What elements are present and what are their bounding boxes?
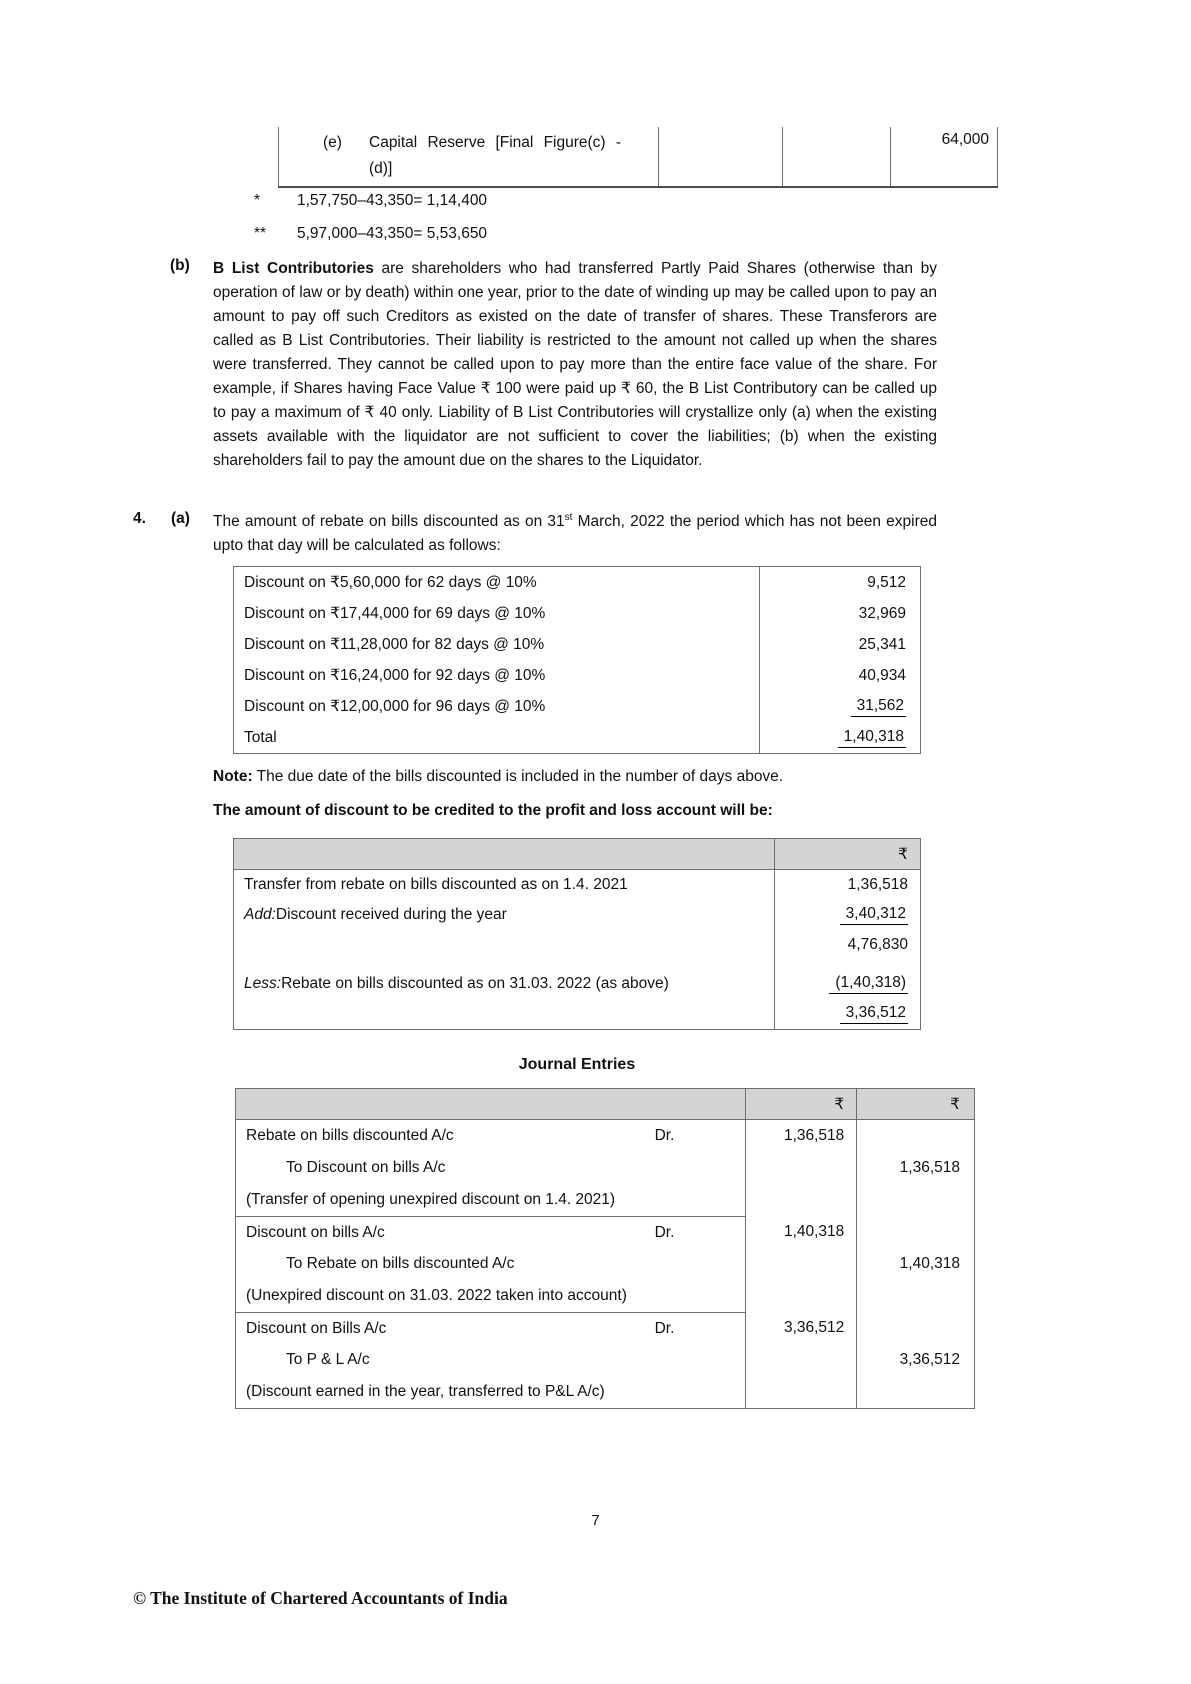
journal-line — [236, 1216, 974, 1248]
row-amount — [759, 722, 920, 753]
footnote-double-asterisk — [254, 225, 954, 243]
page-number: 7 — [591, 1512, 600, 1529]
discount-heading: The amount of discount to be credited to the profit and loss account will be: — [213, 802, 773, 819]
row-amount — [759, 660, 920, 691]
row-amount — [774, 999, 920, 1029]
section-4a-intro — [213, 510, 937, 558]
narration-text: (Unexpired discount on 31.03. 2022 taken into account) — [246, 1287, 627, 1304]
row-label: Discount on ₹11,28,000 for 82 days @ 10% — [244, 636, 545, 653]
amount-value-underlined: 31,562 — [851, 697, 906, 717]
intro-text: The amount of rebate on bills discounted as on 31 — [213, 513, 565, 530]
journal-particulars — [236, 1152, 745, 1184]
debit-amount — [745, 1216, 857, 1248]
row-amount — [774, 870, 920, 900]
account-name: Discount on Bills A/c — [246, 1319, 387, 1337]
amount-value: 1,36,518 — [783, 1127, 845, 1144]
journal-particulars — [236, 1280, 745, 1312]
credit-amount — [856, 1248, 974, 1280]
table-header-row — [236, 1089, 974, 1120]
journal-particulars — [236, 1312, 745, 1344]
account-name: Rebate on bills discounted A/c — [246, 1127, 454, 1144]
journal-particulars — [236, 1376, 745, 1408]
row-amount — [759, 691, 920, 722]
row-amount — [759, 629, 920, 660]
section-b-text: are shareholders who had transferred Partly Paid Shares (otherwise than by operation of law or by death) within one year, prior to the date of winding up may be called upon to pay an amount to pay off such Creditors as existed on the date of transfer of shares. These Transferors are called as B List Contributories. Their liability is restricted to the amount not called up when the shares were transferred. They cannot be called upon to pay more than the entire face value of the share. For example, if Shares having Face Value ₹ 100 were paid up ₹ 60, the B List Contributory can be called up to pay a maximum of ₹ 40 only. Liability of B List Contributories will crystallize only (a) when the existing assets available with the liquidator are not sufficient to cover the liabilities; (b) when the existing shareholders fail to pay the amount due on the shares to the Liquidator. — [213, 260, 938, 469]
question-number: 4. — [133, 510, 146, 527]
row-amount — [774, 900, 920, 930]
header-empty — [234, 839, 774, 869]
account-name: Discount on bills A/c — [246, 1223, 385, 1241]
journal-particulars — [236, 1216, 745, 1248]
amount-value: 40,934 — [858, 666, 906, 684]
debit-amount — [745, 1312, 857, 1344]
header-particulars — [236, 1089, 745, 1119]
journal-line — [236, 1184, 974, 1216]
journal-particulars — [236, 1248, 745, 1280]
narration-text: (Transfer of opening unexpired discount on 1.4. 2021) — [246, 1191, 616, 1208]
table-row — [234, 567, 920, 598]
row-label: Total — [244, 728, 277, 746]
row-amount — [774, 960, 920, 969]
footnote-marker: ** — [254, 225, 267, 242]
amount-value-underlined: (1,40,318) — [829, 974, 908, 994]
credit-amount — [856, 1312, 974, 1344]
capital-reserve-table-fragment — [278, 127, 998, 188]
row-label: Discount on ₹17,44,000 for 69 days @ 10% — [244, 605, 546, 622]
credit-amount — [856, 1344, 974, 1376]
amount-value: 1,36,518 — [899, 1159, 960, 1176]
dr-indicator: Dr. — [654, 1127, 675, 1144]
row-amount — [759, 567, 920, 598]
journal-particulars — [236, 1184, 745, 1216]
section-b-bold-lead: B List Contributories — [213, 260, 374, 277]
dr-indicator: Dr. — [654, 1223, 675, 1241]
table-row — [234, 660, 920, 691]
journal-line — [236, 1120, 974, 1152]
debit-amount — [745, 1344, 857, 1376]
credit-amount — [856, 1152, 974, 1184]
table-header-row — [234, 839, 920, 870]
section-b-label: (b) — [170, 257, 190, 274]
footnote-single-asterisk — [254, 192, 954, 210]
row-label — [234, 999, 774, 1029]
row-label — [234, 900, 774, 930]
journal-line — [236, 1344, 974, 1376]
table-row — [234, 870, 920, 900]
journal-line — [236, 1248, 974, 1280]
footnote-text: 1,57,750–43,350= 1,14,400 — [297, 192, 488, 209]
header-currency-cr: ₹ — [856, 1089, 974, 1119]
amount-value: 32,969 — [858, 604, 906, 622]
row-label — [234, 930, 774, 960]
table-total-row — [234, 722, 920, 753]
note-text: The due date of the bills discounted is included in the number of days above. — [252, 768, 784, 785]
credit-amount — [856, 1216, 974, 1248]
label-text: Transfer from rebate on bills discounted as on 1.4. 2021 — [244, 876, 628, 893]
narration-text: (Discount earned in the year, transferred to P&L A/c) — [246, 1383, 605, 1400]
row-item-text: Capital Reserve [Final Figure(c) - (d)] — [369, 134, 621, 177]
debit-amount — [745, 1248, 857, 1280]
label-prefix-italic: Add: — [244, 906, 276, 923]
row-label: Discount on ₹16,24,000 for 92 days @ 10% — [244, 667, 546, 684]
credit-amount — [856, 1120, 974, 1152]
pl-discount-table — [233, 838, 921, 1030]
row-label — [234, 969, 774, 999]
dr-indicator: Dr. — [654, 1319, 675, 1337]
row-label — [234, 870, 774, 900]
table-row — [234, 930, 920, 960]
label-text: Discount received during the year — [275, 906, 507, 923]
credit-amount — [856, 1184, 974, 1216]
amount-value: 1,36,518 — [847, 876, 908, 893]
rebate-calculation-table — [233, 566, 921, 754]
spacer-row — [234, 960, 920, 969]
label-text: Rebate on bills discounted as on 31.03. 2022 (as above) — [281, 975, 669, 992]
journal-line — [236, 1312, 974, 1344]
debit-amount — [745, 1152, 857, 1184]
row-amount — [774, 969, 920, 999]
amount-value: 1,40,318 — [899, 1255, 960, 1272]
amount-value-underlined: 1,40,318 — [838, 728, 906, 748]
amount-value: 25,341 — [858, 635, 906, 653]
label-prefix-italic: Less: — [244, 975, 282, 992]
journal-particulars — [236, 1120, 745, 1152]
section-b-paragraph — [213, 257, 937, 473]
journal-line — [236, 1280, 974, 1312]
intro-text-continued: March, 2022 the period which has not been expired upto that day will be calculated as follows: — [213, 513, 938, 554]
account-name: To Discount on bills A/c — [286, 1159, 446, 1176]
journal-line — [236, 1376, 974, 1408]
amount-value: 3,36,512 — [899, 1351, 960, 1368]
row-amount — [759, 598, 920, 629]
credit-amount — [856, 1376, 974, 1408]
footnote-marker: * — [254, 192, 261, 209]
table-row — [234, 598, 920, 629]
amount-value-underlined: 3,36,512 — [840, 1004, 908, 1024]
table-row — [234, 999, 920, 1029]
capital-reserve-amount: 64,000 — [890, 127, 998, 186]
account-name: To Rebate on bills discounted A/c — [286, 1255, 515, 1272]
note-line — [213, 768, 783, 786]
amount-value: 1,40,318 — [783, 1223, 845, 1240]
row-label: Discount on ₹12,00,000 for 96 days @ 10% — [244, 698, 546, 715]
row-label: Discount on ₹5,60,000 for 62 days @ 10% — [244, 574, 537, 591]
amount-value: 9,512 — [867, 573, 906, 591]
debit-amount — [745, 1120, 857, 1152]
table-row — [234, 900, 920, 930]
amount-value: 4,76,830 — [847, 936, 908, 953]
header-currency: ₹ — [774, 839, 920, 869]
note-bold: Note: — [213, 768, 253, 785]
row-item-label: (e) — [323, 134, 342, 151]
table-row — [234, 969, 920, 999]
journal-particulars — [236, 1344, 745, 1376]
section-4a-label: (a) — [171, 510, 190, 527]
table-row — [234, 691, 920, 722]
empty-column — [658, 127, 782, 186]
capital-reserve-row-particulars — [278, 127, 658, 186]
header-currency-dr: ₹ — [745, 1089, 857, 1119]
empty-column — [782, 127, 890, 186]
debit-amount — [745, 1184, 857, 1216]
debit-amount — [745, 1280, 857, 1312]
journal-entries-title: Journal Entries — [518, 1056, 636, 1073]
journal-line — [236, 1152, 974, 1184]
debit-amount — [745, 1376, 857, 1408]
copyright-footer: © The Institute of Chartered Accountants of India — [133, 1588, 508, 1608]
ordinal-superscript: st — [564, 511, 573, 523]
credit-amount — [856, 1280, 974, 1312]
row-amount — [774, 930, 920, 960]
amount-value: 3,36,512 — [783, 1319, 845, 1336]
footnote-text: 5,97,000–43,350= 5,53,650 — [297, 225, 488, 242]
account-name: To P & L A/c — [286, 1351, 370, 1368]
table-row — [234, 629, 920, 660]
amount-value-underlined: 3,40,312 — [840, 905, 908, 925]
journal-entries-table — [235, 1088, 975, 1409]
row-label — [234, 960, 774, 969]
